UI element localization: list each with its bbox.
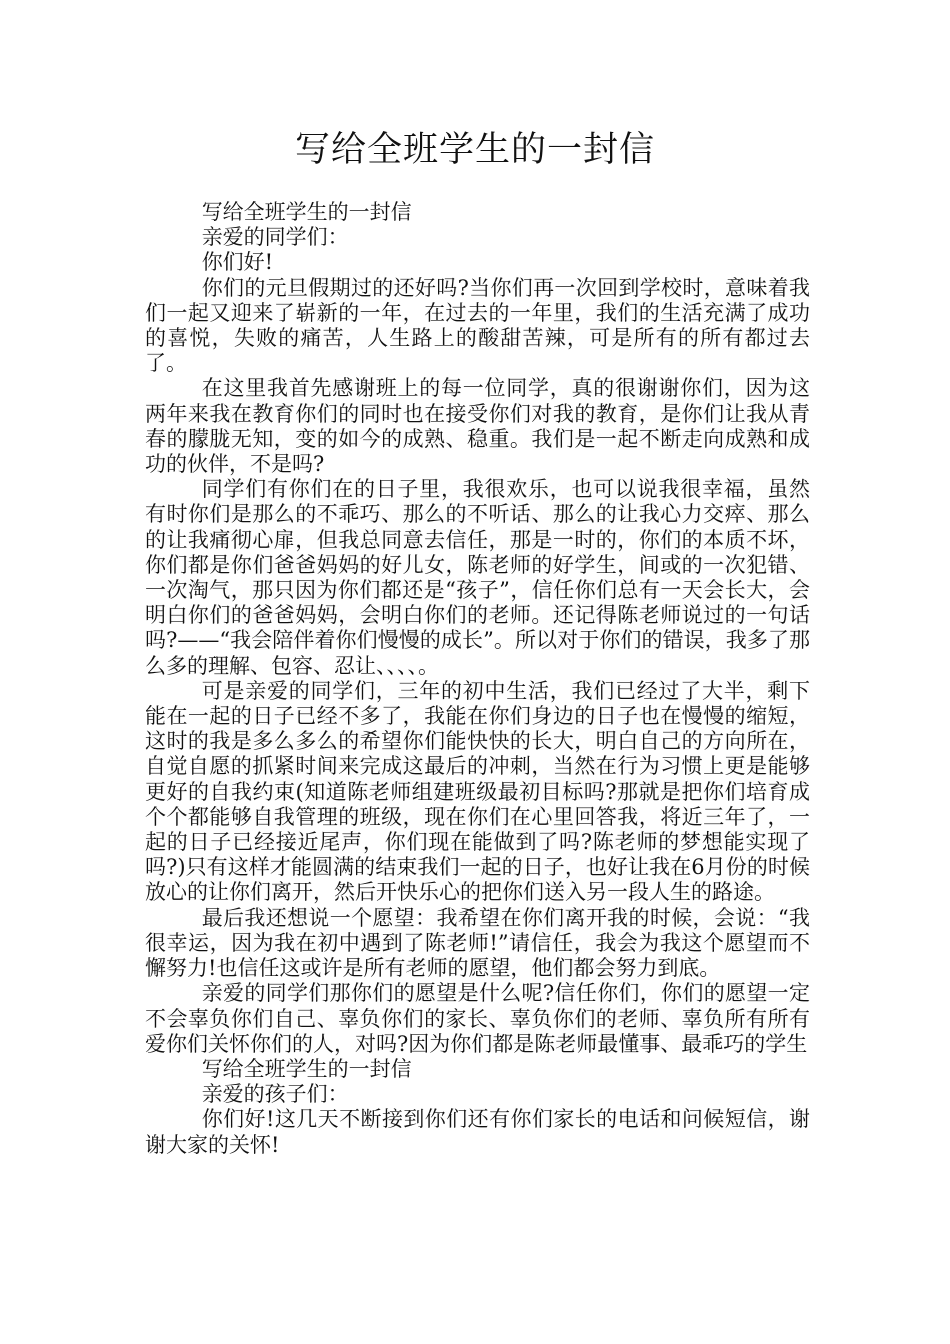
paragraph: 你们好!	[201, 250, 274, 275]
paragraph: 亲爱的孩子们：	[201, 1082, 349, 1107]
paragraph: 你们的元旦假期过的还好吗?当你们再一次回到学校时，意味着我们一起又迎来了崭新的一年，在过去的一年里，我们的生活充满了成功的喜悦，失败的痛苦，人生路上的酸甜苦辣，可是所有的所有都过去了。	[145, 275, 810, 376]
paragraph: 最后我还想说一个愿望：我希望在你们离开我的时候，会说：“我很幸运，因为我在初中遇到了陈老师!”请信任，我会为我这个愿望而不懈努力!也信任这或许是所有老师的愿望，他们都会努力到底。	[145, 905, 810, 981]
paragraph: 亲爱的同学们：	[201, 225, 349, 250]
document-title: 写给全班学生的一封信	[294, 130, 655, 170]
paragraph: 亲爱的同学们那你们的愿望是什么呢?信任你们，你们的愿望一定不会辜负你们自己、辜负你们的家长、辜负你们的老师、辜负所有所有爱你们关怀你们的人，对吗?因为你们都是陈老师最懂事、最乖巧的学生	[145, 981, 810, 1056]
paragraph: 写给全班学生的一封信	[201, 1056, 412, 1081]
paragraph: 写给全班学生的一封信	[201, 200, 412, 224]
paragraph: 可是亲爱的同学们，三年的初中生活，我们已经过了大半，剩下能在一起的日子已经不多了，我能在你们身边的日子也在慢慢的缩短，这时的我是多么多么的希望你们能快快的长大，明白自己的方向所在，自觉自愿的抓紧时间来完成这最后的冲刺，当然在行为习惯上更是能够更好的自我约束(知道陈老师组建班级最初目标吗?那就是把你们培育成个个都能够自我管理的班级，现在你们在心里回答我，将近三年了，一起的日子已经接近尾声，你们现在能做到了吗?陈老师的梦想能实现了吗?)只有这样才能圆满的结束我们一起的日子，也好让我在6月份的时候放心的让你们离开，然后开快乐心的把你们送入另一段人生的路途。	[145, 678, 810, 905]
paragraph: 你们好!这几天不断接到你们还有你们家长的电话和问候短信，谢谢大家的关怀!	[145, 1107, 810, 1157]
document-body	[145, 200, 810, 1158]
paragraph: 在这里我首先感谢班上的每一位同学，真的很谢谢你们，因为这两年来我在教育你们的同时也在接受你们对我的教育，是你们让我从青春的朦胧无知，变的如今的成熟、稳重。我们是一起不断走向成熟和成功的伙伴，不是吗?	[145, 376, 810, 477]
paragraph: 同学们有你们在的日子里，我很欢乐，也可以说我很幸福，虽然有时你们是那么的不乖巧、那么的不听话、那么的让我心力交瘁、那么的让我痛彻心扉，但我总同意去信任，那是一时的，你们的本质不坏，你们都是你们爸爸妈妈的好儿女，陈老师的好学生，间或的一次犯错、一次淘气，那只因为你们都还是“孩子”，信任你们总有一天会长大，会明白你们的爸爸妈妈，会明白你们的老师。还记得陈老师说过的一句话吗?——“我会陪伴着你们慢慢的成长”。所以对于你们的错误，我多了那么多的理解、包容、忍让、、、、。	[145, 477, 810, 678]
